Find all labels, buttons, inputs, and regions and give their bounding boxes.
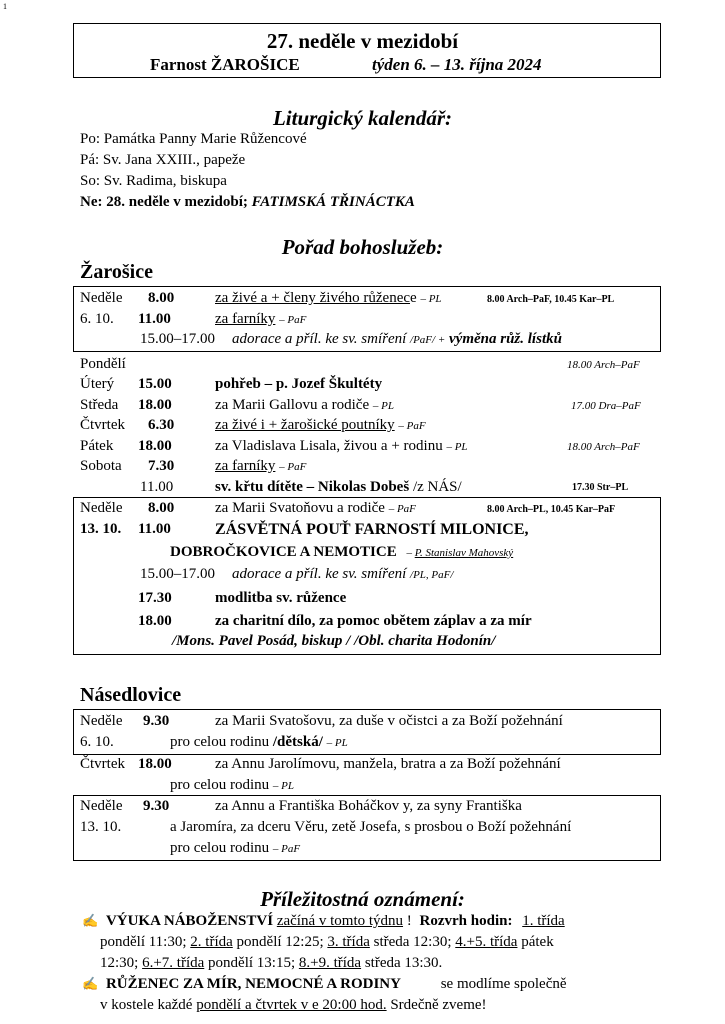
pencil-icon: ✍ [82,976,99,991]
announcement-text: začíná v tomto týdnu [276,913,404,929]
nas-sun1-intention2 [170,734,348,751]
announcement-text: středa 13:30. [364,955,443,971]
sunday2-time3: 15.00–17.00 [140,566,215,582]
weekday-extra: 17.30 Str–PL [572,482,629,493]
intention-text: pro celou rodinu [170,734,270,750]
zarosice-heading: Žarošice [80,261,153,283]
announcement-text: 12:30; [100,955,139,971]
announcement-text: se modlíme společně [440,976,567,992]
nas-sun2-day: Neděle [80,798,123,814]
priest-code: – PL [420,293,442,305]
sunday2-intention5: za charitní dílo, za pomoc obětem záplav a za mír [215,613,532,629]
weekday-intention [215,397,394,414]
weekday-day: Úterý [80,376,115,392]
sunday2-intention1 [215,500,416,517]
priest-code: /z NÁS/ [412,479,462,495]
announcement-text: pondělí 12:25; [236,934,324,950]
weekday-extra: 17.00 Dra–PaF [571,400,641,412]
nas-sun2-time: 9.30 [143,798,170,814]
weekday-time: 15.00 [138,376,172,392]
weekday-intention [215,479,462,496]
announcement-1-line3 [100,955,442,972]
sunday2-day: Neděle [80,500,123,516]
sunday1-intention1 [215,290,442,307]
nas-thu-day: Čtvrtek [80,756,125,772]
calendar-line: So: Sv. Radima, biskupa [80,173,227,189]
nas-sun2-intention: za Annu a Františka Boháčkov y, za syny Františka [215,798,522,814]
priest-code: – PL [272,780,294,792]
announcement-text: Srdečně zveme! [390,997,487,1013]
weekday-time: 7.30 [148,458,175,474]
sunday2-date: 13. 10. [80,521,122,537]
weekday-time: 18.00 [138,438,172,454]
nas-sun1-day: Neděle [80,713,123,729]
class-label: 4.+5. třída [455,934,518,950]
sunday2-extra-masses: 8.00 Arch–PL, 10.45 Kar–PaF [487,504,616,515]
sunday1-date: 6. 10. [80,311,114,327]
priest-code: – PaF [398,420,426,432]
announcement-text: středa 12:30; [373,934,452,950]
weekday-row [0,458,725,478]
weekday-day: Pátek [80,438,114,454]
rosary-exchange: výměna růž. lístků [449,331,562,347]
intention-text: za Vladislava Lisala, živou a + rodinu [215,438,443,454]
nas-sun1-intention: za Marii Svatošovu, za duše v očistci a za Boží požehnání [215,713,563,729]
nas-sun2-date: 13. 10. [80,819,122,835]
priest-code: – PaF [388,503,416,515]
corner-mark: 1 [3,2,7,11]
class-label: 8.+9. třída [298,955,362,971]
calendar-line: Po: Památka Panny Marie Růžencové [80,131,307,147]
sunday2-time1: 8.00 [148,500,175,516]
weekday-row [0,417,725,437]
nasedlovice-heading: Násedlovice [80,684,182,706]
sunday2-time5: 18.00 [138,613,172,629]
announcement-text: pondělí a čtvrtek v e 20:00 hod. [196,997,387,1013]
intention-text-end: e [410,290,417,306]
sunday2-pilgrimage-line2 [170,544,513,561]
weekday-day: Čtvrtek [80,417,125,433]
weekday-extra: 18.00 Arch–PaF [567,359,640,371]
sunday2-intention3 [232,566,453,583]
weekday-intention [215,417,426,434]
class-label: 6.+7. třída [142,955,205,971]
class-label: 2. třída [190,934,233,950]
intention-text: za živé a + členy živého růženec [215,290,411,306]
priest-name: P. Stanislav Mahovský [414,547,514,559]
sunday1-time3: 15.00–17.00 [140,331,215,347]
weekday-row [0,356,725,376]
nas-sun1-time: 9.30 [143,713,170,729]
weekday-day: Středa [80,397,119,413]
nas-thu-intention2 [170,777,294,794]
sunday1-intention2 [215,311,306,328]
intention-text: za farníky [215,311,276,327]
intention-text: za farníky [215,458,276,474]
schedule-label: Rozvrh hodin: [419,913,513,929]
announcement-text: pondělí 13:15; [208,955,296,971]
weekday-day: Pondělí [80,356,126,372]
priest-code: – P. Stanislav Mahovský [406,547,514,559]
weekday-time: 6.30 [148,417,175,433]
priest-code: /PL, PaF/ [410,569,454,581]
calendar-heading: Liturgický kalendář: [272,106,453,130]
priest-code: – PL [326,737,348,749]
announcement-1-line2 [100,934,554,951]
priest-code: – PL [372,400,394,412]
weekday-time: 18.00 [138,397,172,413]
sunday2-time2: 11.00 [138,521,171,537]
priest-code: – PaF [279,461,307,473]
priest-code: – PaF [279,314,307,326]
nas-thu-intention: za Annu Jarolímovu, manžela, bratra a za Boží požehnání [215,756,561,772]
intention-text: adorace a příl. ke sv. smíření [232,566,407,582]
class-label: 3. třída [327,934,370,950]
calendar-sunday-label: Ne: 28. neděle v mezidobí; [80,194,248,210]
announcement-2 [82,976,567,993]
calendar-sunday-feast: FATIMSKÁ TŘINÁCTKA [251,194,415,210]
sunday2-intention4: modlitba sv. růžence [215,590,347,606]
sunday1-extra-masses: 8.00 Arch–PaF, 10.45 Kar–PL [487,294,615,305]
announcement-text: pondělí 11:30; [100,934,187,950]
sunday1-day: Neděle [80,290,123,306]
sunday1-time2: 11.00 [138,311,171,327]
announcements-heading: Příležitostná oznámení: [260,887,465,911]
intention-text: sv. křtu dítěte – Nikolas Dobeš [215,479,410,495]
nas-thu-time: 18.00 [138,756,172,772]
sunday2-time4: 17.30 [138,590,172,606]
priest-code: – PL [446,441,468,453]
announcement-1 [82,913,565,930]
announcement-title: RŮŽENEC ZA MÍR, NEMOCNÉ A RODINY [105,976,401,992]
announcement-title: VÝUKA NÁBOŽENSTVÍ [105,913,274,929]
weekday-intention [215,458,306,475]
nas-sun1-date: 6. 10. [80,734,114,750]
sunday2-pilgrimage: ZÁSVĚTNÁ POUŤ FARNOSTÍ MILONICE, [215,521,529,538]
announcement-text: v kostele každé [100,997,193,1013]
priest-code: /PaF/ + [410,334,446,346]
priest-code: – PaF [272,843,301,855]
weekday-extra: 18.00 Arch–PaF [567,441,640,453]
weekday-time: 11.00 [140,479,174,495]
weekday-day: Sobota [80,458,122,474]
intention-text: pro celou rodinu [170,777,270,793]
pencil-icon: ✍ [82,913,99,928]
parish-name: Farnost ŽAROŠICE [150,55,300,74]
intention-text: za Marii Gallovu a rodiče [215,397,370,413]
class-label: 1. třída [522,913,565,929]
childrens-mass: /dětská/ [272,734,323,750]
week-range: týden 6. – 13. října 2024 [372,55,542,74]
schedule-heading: Pořad bohoslužeb: [281,235,444,259]
calendar-line: Pá: Sv. Jana XXIII., papeže [80,152,246,168]
sunday1-intention3 [232,331,562,348]
weekday-row [0,479,725,499]
nas-sun2-intention2: a Jaromíra, za dceru Věru, zetě Josefa, s prosbou o Boží požehnání [170,819,572,835]
weekday-row [0,438,725,458]
weekday-intention [215,438,468,455]
intention-text: adorace a příl. ke sv. smíření [232,331,407,347]
calendar-sunday [80,194,415,211]
intention-text: za Marii Svatoňovu a rodiče [215,500,385,516]
weekday-row [0,376,725,396]
page-title: 27. neděle v mezidobí [266,29,459,53]
sunday2-intention5-line2: /Mons. Pavel Posád, biskup / /Obl. charita Hodonín/ [172,633,496,649]
announcement-2-line2 [100,997,487,1014]
weekday-intention: pohřeb – p. Jozef Škultéty [215,376,383,392]
sunday1-time1: 8.00 [148,290,175,306]
announcement-text: pátek [521,934,554,950]
intention-text: DOBROČKOVICE A NEMOTICE [170,544,397,560]
announcement-text: ! [406,913,412,929]
weekday-row [0,397,725,417]
nas-sun2-intention3 [170,840,300,857]
intention-text: za živé i + žarošické poutníky [215,417,395,433]
intention-text: pro celou rodinu [170,840,270,856]
